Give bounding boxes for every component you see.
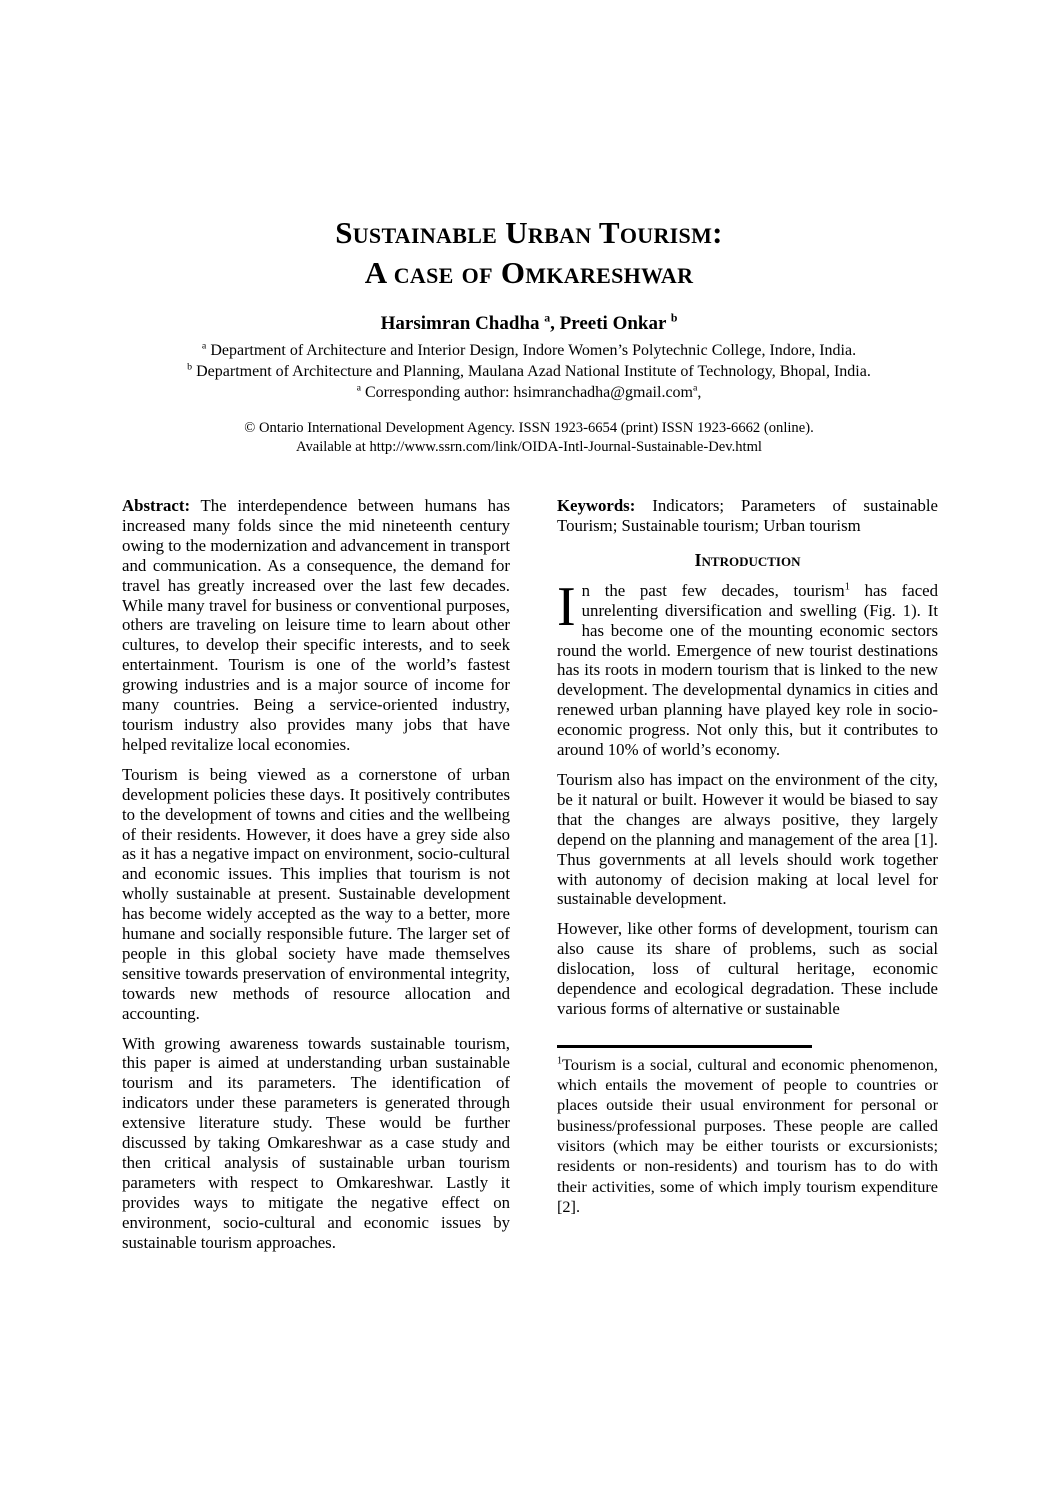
drop-cap: I bbox=[557, 575, 576, 638]
authors-separator: , bbox=[550, 313, 560, 334]
footnote-separator-rule bbox=[557, 1045, 812, 1048]
copyright-block bbox=[0, 419, 1058, 456]
introduction-paragraph-2: Tourism also has impact on the environment of the city, be it natural or built. However it would be biased to say that the changes are always positive, they largely depend on the planning and management of the area [1]. Thus governments at all levels should work together with autonomy of decision making at local level for sustainable development. bbox=[557, 769, 938, 909]
copyright-line2: Available at http://www.ssrn.com/link/OIDA-Intl-Journal-Sustainable-Dev.html bbox=[296, 438, 762, 455]
introduction-paragraph-1 bbox=[557, 575, 938, 760]
abstract-label: Abstract: bbox=[122, 496, 191, 515]
footnote-reference-mark: 1 bbox=[844, 581, 850, 593]
affiliations bbox=[0, 340, 1058, 403]
introduction-paragraph-1-text-a: n the past few decades, tourism bbox=[581, 580, 845, 600]
introduction-paragraph-3: However, like other forms of development, tourism can also cause its share of problems, such as social dislocation, loss of cultural heritage, economic dependence and ecological degradation. These include various forms of alternative or sustainable bbox=[557, 919, 938, 1018]
paper-header bbox=[0, 0, 1058, 456]
corresponding-author-mark: a bbox=[356, 382, 361, 394]
abstract-paragraph-2: Tourism is being viewed as a cornerstone of urban development policies these days. It positively contributes to the development of towns and cities and the wellbeing of their residents. However, it does have a grey side also as it has a negative impact on environment, socio-cultural and economic issues. This implies that tourism is not wholly sustainable at present. Sustainable development has become widely accepted as the way to a better, more humane and socially responsible future. The larger set of people in this global society have made themselves sensitive towards preservation of environmental integrity, towards new methods of resource allocation and accounting. bbox=[122, 764, 510, 1023]
affiliation-a-text: Department of Architecture and Interior Design, Indore Women’s Polytechnic College, Indore, India. bbox=[206, 342, 857, 359]
abstract-paragraph bbox=[122, 496, 510, 755]
copyright-line1: © Ontario International Development Agency. ISSN 1923-6654 (print) ISSN 1923-6662 (online). bbox=[244, 420, 814, 436]
introduction-paragraph-1-text-b: has faced unrelenting diversification and swelling (Fig. 1). It has become one of the mounting economic sectors round the world. Emergence of new tourist destinations has its roots in modern tourism that is linked to the new development. The developmental dynamics in cities and renewed urban planning have played key role in socio-economic progress. Not only this, but it contributes to around 10% of world’s economy. bbox=[557, 580, 938, 760]
affiliation-a-mark: a bbox=[201, 340, 207, 352]
introduction-heading: Introduction bbox=[694, 549, 801, 570]
right-column bbox=[557, 496, 938, 1253]
paper-title-line1: Sustainable Urban Tourism: bbox=[335, 215, 723, 250]
authors-line bbox=[0, 312, 1058, 336]
keywords-label: Keywords: bbox=[557, 496, 636, 515]
left-column bbox=[122, 496, 510, 1253]
paper-title-line2: A case of Omkareshwar bbox=[364, 255, 694, 290]
affiliation-b bbox=[0, 361, 1058, 382]
affiliation-b-mark: b bbox=[187, 361, 193, 373]
body-columns bbox=[0, 496, 1058, 1253]
abstract-text: The interdependence between humans has increased many folds since the mid nineteenth century owing to the modernization and advancement in transport and communication. As a consequence, the demand for travel has greatly increased over the last few decades. While many travel for business or conventional purposes, others are traveling on leisure time to learn about other cultures, to develop their specific interests, and to seek entertainment. Tourism is one of the world’s fastest growing industries and is a major source of income for many countries. Being a service-oriented industry, tourism industry also provides many jobs that have helped revitalize local economies. bbox=[122, 496, 510, 754]
paper-title bbox=[0, 213, 1058, 293]
author-1-affiliation-mark: a bbox=[544, 311, 551, 325]
author-2: Preeti Onkar bbox=[559, 313, 671, 334]
corresponding-author-email-mark: a bbox=[693, 382, 698, 394]
keywords-text: Indicators; Parameters of sustainable Tourism; Sustainable tourism; Urban tourism bbox=[557, 496, 938, 535]
affiliation-a bbox=[0, 340, 1058, 361]
corresponding-author-text: Corresponding author: hsimranchadha@gmail.com bbox=[361, 384, 693, 401]
footnote-block bbox=[557, 1045, 938, 1217]
corresponding-author-tail: , bbox=[697, 384, 702, 401]
author-2-affiliation-mark: b bbox=[670, 311, 678, 325]
footnote-number: 1 bbox=[557, 1055, 563, 1067]
footnote-text bbox=[557, 1055, 938, 1217]
affiliation-b-text: Department of Architecture and Planning, Maulana Azad National Institute of Technology, Bhopal, India. bbox=[192, 363, 871, 380]
corresponding-author-line bbox=[0, 382, 1058, 403]
footnote-body: Tourism is a social, cultural and economic phenomenon, which entails the movement of people to countries or places outside their usual environment for personal or business/professional purposes. These people are called visitors (which may be either tourists or excursionists; residents or non-residents) and tourism has to do with their activities, some of which imply tourism expenditure [2]. bbox=[557, 1054, 938, 1216]
keywords-paragraph bbox=[557, 496, 938, 536]
abstract-paragraph-3: With growing awareness towards sustainable tourism, this paper is aimed at understanding urban sustainable tourism and its parameters. The identification of indicators under these parameters is generated through extensive literature study. These would be further discussed by taking Omkareshwar as a case study and then critical analysis of sustainable urban tourism parameters with respect to Omkareshwar. Lastly it provides ways to mitigate the negative effect on environment, socio-cultural and economic issues by sustainable tourism approaches. bbox=[122, 1033, 510, 1252]
author-1: Harsimran Chadha bbox=[380, 313, 545, 334]
